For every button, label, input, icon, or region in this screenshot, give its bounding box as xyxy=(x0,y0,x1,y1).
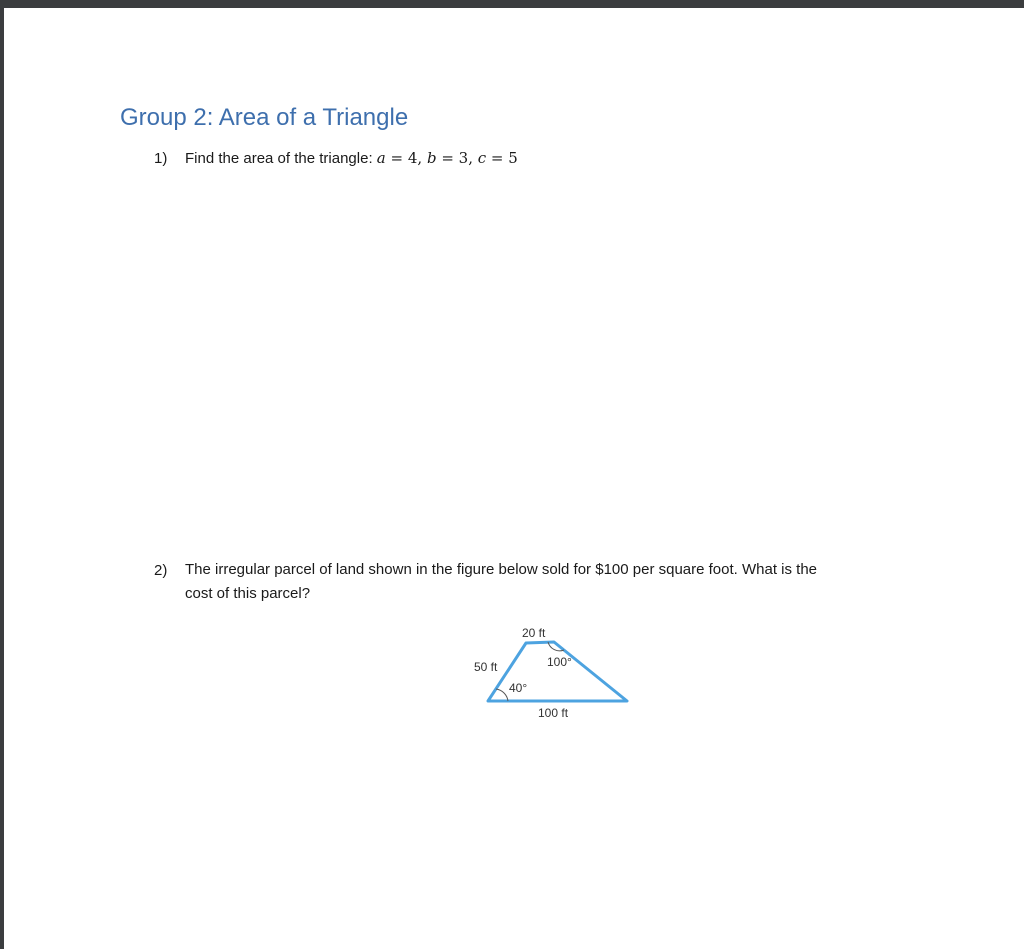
window-top-bar xyxy=(0,0,1024,8)
right-angle-label: 100° xyxy=(547,655,572,669)
parcel-figure xyxy=(464,614,644,730)
math-var-b: b xyxy=(426,149,437,167)
question-1-prompt: Find the area of the triangle: xyxy=(185,150,377,167)
bottom-side-label: 100 ft xyxy=(538,706,569,720)
left-angle-label: 40° xyxy=(509,681,528,695)
question-2-line-1: The irregular parcel of land shown in the figure below sold for $100 per square foot. What is the xyxy=(185,561,818,578)
question-1-math xyxy=(377,149,518,167)
question-1-text xyxy=(185,146,518,171)
left-side-label: 50 ft xyxy=(474,660,498,674)
angle-arc-left xyxy=(496,689,508,701)
math-var-c: c xyxy=(477,149,487,167)
question-2-line-2: cost of this parcel? xyxy=(185,585,311,602)
math-eq-a: = 4, xyxy=(385,149,427,167)
math-eq-c: = 5 xyxy=(486,149,518,167)
question-2-number: 2) xyxy=(154,562,168,579)
top-side-label: 20 ft xyxy=(522,626,546,640)
parcel-diagram xyxy=(464,614,644,730)
question-1-number: 1) xyxy=(154,150,168,167)
math-var-a: a xyxy=(376,149,386,167)
math-eq-b: = 3, xyxy=(436,149,478,167)
section-heading: Group 2: Area of a Triangle xyxy=(120,104,409,131)
